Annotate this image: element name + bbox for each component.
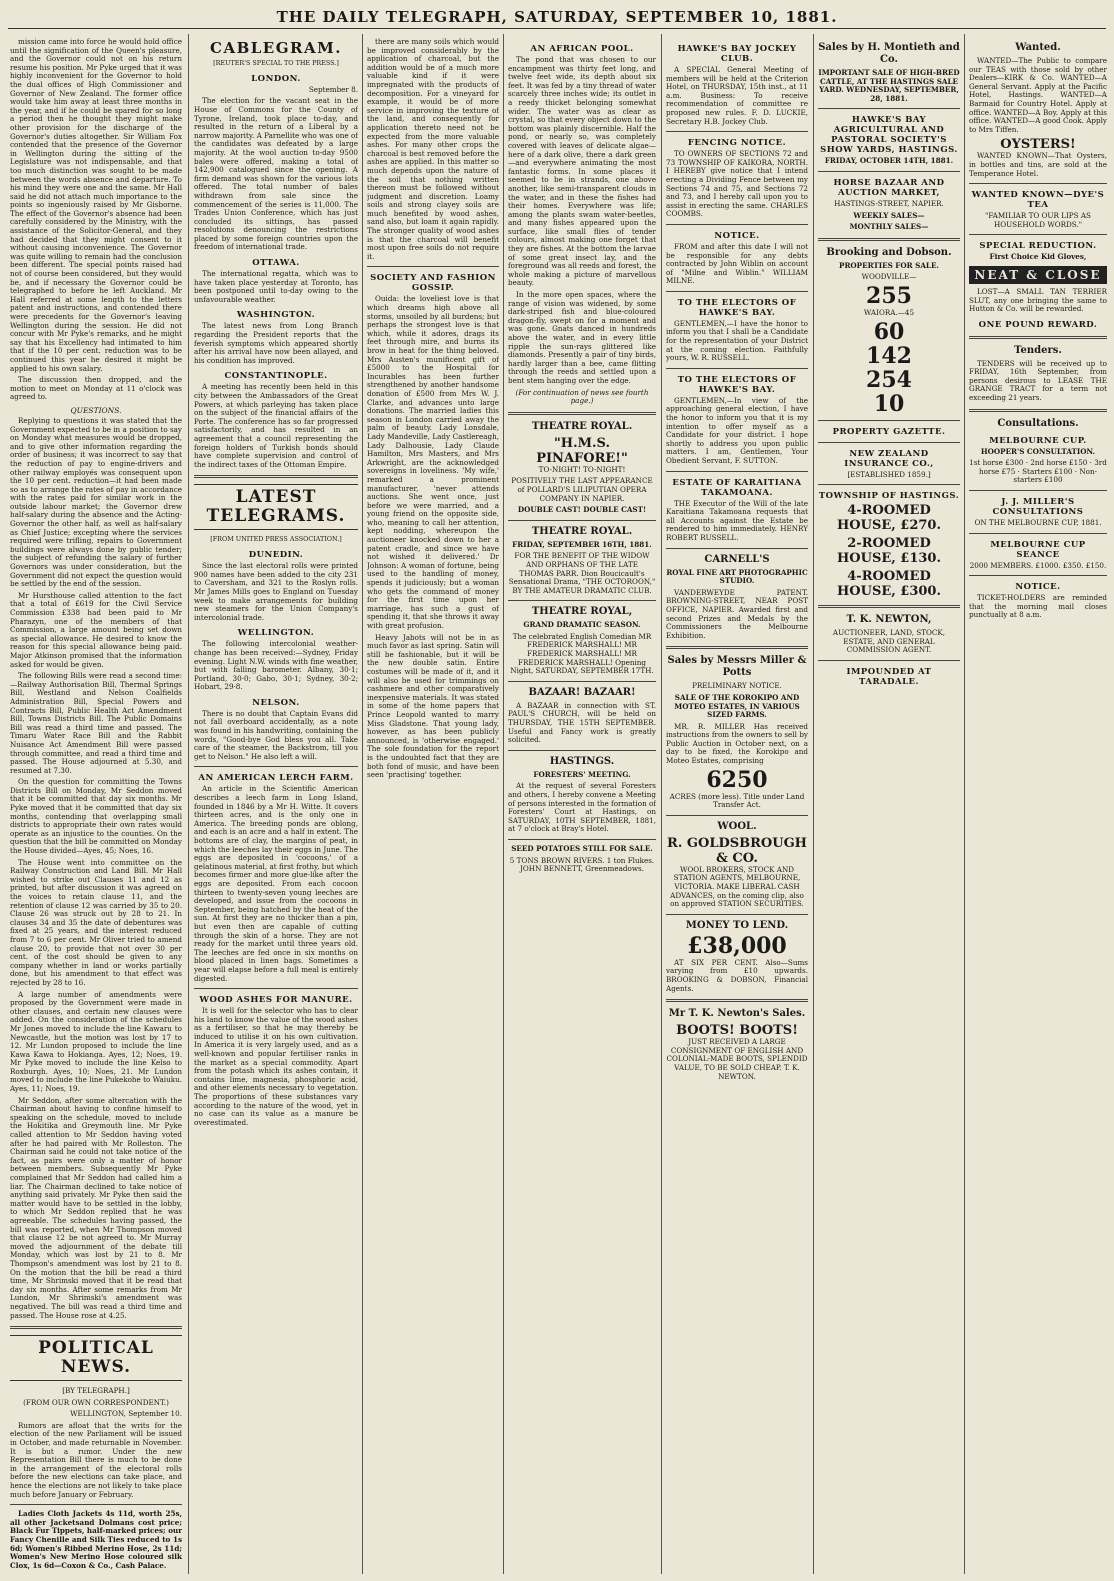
- divider: [969, 575, 1107, 576]
- lot-number: 60: [873, 318, 905, 345]
- masthead-rule: [8, 28, 1106, 29]
- ad-heading: TOWNSHIP OF HASTINGS.: [818, 491, 960, 502]
- divider: [818, 238, 960, 241]
- ad-text: WOOL BROKERS, STOCK AND STATION AGENTS, MELBOURNE, VICTORIA. MAKE LIBERAL CASH ADVANCES, on the coming clip, also on approved STATION SECURITIES.: [670, 864, 804, 909]
- ad-line: PROPERTIES FOR SALE.: [839, 260, 939, 270]
- ad-text: JUST RECEIVED A LARGE CONSIGNMENT OF ENGLISH AND COLONIAL-MADE BOOTS, SPLENDID VALUE, TO BE SOLD CHEAP. T. K. NEWTON.: [666, 1037, 808, 1081]
- ad-line: HASTINGS-STREET, NAPIER.: [834, 198, 944, 208]
- ad-heading: PROPERTY GAZETTE.: [832, 426, 946, 437]
- ad-text: WANTED—The Public to compare our TEAS with those sold by other Dealers—KIRK & Co. WANTED—A General Servant. Apply at the Pacific Hotel, Hastings. WANTED—A Barmaid for Country Hotel. Apply at office. WANTED—A Boy. Apply at this office. WANTED—A good Cook. Apply to Mrs Tiffen.: [969, 56, 1107, 134]
- article-text: The latest news from Long Branch regarding the President reports that the feverish symptoms which appeared shortly after his arrival have now been allayed, and his condition has improved.: [194, 321, 358, 365]
- masthead-title: THE DAILY TELEGRAPH, SATURDAY, SEPTEMBER 10, 1881.: [276, 8, 838, 26]
- column-rule: [503, 34, 504, 1574]
- dateline-heading: WELLINGTON.: [237, 628, 315, 639]
- ad-heading: HASTINGS.: [549, 755, 615, 767]
- byline: (FROM OUR OWN CORRESPONDENT.): [23, 1397, 169, 1407]
- article-text: The following Bills were read a second time:—Railway Authorisation Bill, Thermal Springs Bill, Westland and Nelson Coalfields Administration Bill, Special Powers and Contracts Bill, Public Health Act Amendment Bill, Towns Districts Bill. The Public Domains Bill was read a third time and passed. The Timaru Water Race Bill and the Rabbit Nuisance Act Amendment Bill were passed through committee, and read a third time and passed. The House adjourned at 5.30, and resumed at 7.30.: [10, 671, 182, 775]
- divider: [508, 681, 656, 682]
- lot-number: 142: [866, 342, 912, 369]
- divider: [666, 131, 808, 132]
- column-cables: [194, 38, 358, 1574]
- article-text: mission came into force he would hold office until the signification of the Queen's pleasure, and the Governor could not on his return resume his position. Mr Pyke urged that it was highly inconvenient for the Governor to hold the dual offices of High Commissioner and Governor of New Zealand. The former office would take him away at least three months in the year, and if he could be spared for so long a period then he thought they might make other provision for the discharge of the Governor's duties altogether. Sir William Fox contended that the presence of the Governor in Wellington during the sitting of the Legislature was not indispensable, and that too much distinction was sought to be made between the words absence and departure. To his mind they were one and the same. Mr Hall said he did not attach much importance to the points so ingeniously raised by Mr Gisborne. The effect of the Governor's absence had been carefully considered by the Ministry, with the assistance of the Solicitor-General, and they had decided that they might consent to it without causing inconvenience. The Governor was quite willing to remain had the conclusion been different. The special points raised had not of course been considered, but they would be, and if necessary the Governor could be telegraphed to before he left Auckland. Mr Hall referred at some length to the letters patent and instructions, and contended there were precedents for the Governor's leaving Wellington during the session. He did not concur with Mr Pyke's remarks, and he might say that his Excellency had intimated to him that if the 10 per cent. reduction was to be continued this year he desired it might be applied to his own salary.: [10, 38, 182, 373]
- ad-text: The celebrated English Comedian MR FREDERICK MARSHALL! MR FREDERICK MARSHALL! MR FREDERICK MARSHALL! Opening Night, SATURDAY, SEPTEMBER 17TH.: [510, 631, 654, 676]
- column-gossip: [367, 38, 499, 1574]
- ad-heading: THEATRE ROYAL.: [531, 525, 633, 537]
- ad-line: TO-NIGHT! TO-NIGHT!: [538, 464, 626, 474]
- divider: [666, 815, 808, 816]
- divider: [818, 171, 960, 172]
- ad-heading: THEATRE ROYAL.: [531, 420, 633, 432]
- neat-close-banner: NEAT & CLOSE: [969, 266, 1107, 284]
- byline: [BY TELEGRAPH.]: [62, 1386, 130, 1396]
- divider: [666, 471, 808, 472]
- ad-line: ROYAL FINE ART PHOTOGRAPHIC STUDIO.: [666, 567, 808, 586]
- article-text: A meeting has recently been held in this city between the Ambassadors of the Great Powers, at which parleying has taken place on the subject of the financial affairs of the Porte. The conference has so far progressed satisfactorily, and has resulted in an agreement that a council representing the foreign holders of Turkish bonds should have complete supervision and control of the indirect taxes of the Ottoman Empire.: [194, 382, 358, 469]
- column-rule: [661, 34, 662, 1574]
- divider: [508, 839, 656, 840]
- article-text: Heavy Jabots will not be in as much favor as last spring. Satin will still be fashionable, but it will be the new double satin. Entire costumes will be made of it, and it will also be used for trimmings on cashmere and other comparatively inexpensive materials. It was stated in some of the home papers that Prince Leopold wanted to marry Miss Gladstone. That young lady, however, as has been publicly announced, is 'otherwise engaged.' The sole foundation for the report is the undoubted fact that they are both fond of music, and have been seen 'practising' together.: [367, 632, 499, 780]
- ad-heading: CARNELL'S: [704, 553, 770, 565]
- money-figure: £38,000: [687, 932, 787, 959]
- ad-heading: HAWKE'S BAY AGRICULTURAL AND PASTORAL SOCIETY'S SHOW YARDS, HASTINGS.: [820, 115, 958, 156]
- divider: [508, 750, 656, 751]
- ad-text: WANTED KNOWN—That Oysters, in bottles and tins, are sold at the Temperance Hotel.: [969, 151, 1107, 178]
- ad-text: IMPORTANT SALE OF HIGH-BRED CATTLE, AT THE HASTINGS SALE YARD. WEDNESDAY, SEPTEMBER, 28, 1881.: [818, 68, 960, 103]
- agency: [REUTER'S SPECIAL TO THE PRESS.]: [213, 59, 339, 67]
- ad-text: POSITIVELY THE LAST APPEARANCE of POLLARD'S LILIPUTIAN OPERA COMPANY IN NAPIER.: [511, 476, 653, 503]
- article-text: there are many soils which would be improved considerably by the application of charcoal, but the addition would be of a much more valuable kind if it were impregnated with the products of decomposition. For a vineyard for example, it would be of more service in improving the texture of the land, and consequently for application thereto need not be expected from the more valuable ashes. For many other crops the charcoal is best removed before the ashes are applied. In this matter so much depends upon the nature of the soil that nothing written thereon must be followed without judgment and discretion. Loamy soils and strong clayey soils are much benefited by wood ashes, sand also, but loam it again rapidly. The stronger quality of wood ashes is that the charcoal will benefit most upon free soils do not require it.: [367, 38, 499, 261]
- ad-heading: THEATRE ROYAL,: [531, 606, 633, 618]
- ad-text: FROM and after this date I will not be responsible for any debts contracted by John Wiblin on account of "Milne and Wiblin." WILLIAM MILNE.: [666, 241, 808, 286]
- house-price: 2-ROOMED HOUSE, £130.: [837, 536, 941, 567]
- article-text: It is well for the selector who has to clear his land to know the value of the wood ashes as a fertiliser, so that he may thereby be induced to utilise it on his own cultivation. In America it is very largely used, and as a well-known and popular fertiliser ranks in the market as a special commodity. Apart from the potash which its ashes contain, it contains lime, magnesia, phosphoric acid, and other elements necessary to vegetation. The proportions of these substances vary according to the nature of the wood, yet in no case can its value as a manure be overestimated.: [194, 1006, 358, 1127]
- divider: [194, 766, 358, 767]
- ad-line: WAIORA.—45: [863, 307, 915, 317]
- oysters-title: OYSTERS!: [1000, 137, 1076, 153]
- dateline-heading: LONDON.: [251, 73, 301, 84]
- ad-heading: BAZAAR! BAZAAR!: [528, 686, 636, 698]
- ad-text: GENTLEMEN,—In view of the approaching general election, I have the honor to inform you that it is my intention to offer myself as a Candidate for your district. I hope shortly to address you upon public matters. I am, Gentlemen, Your Obedient Servant, F. SUTTON.: [666, 395, 808, 465]
- article-text: The following intercolonial weather-change has been received:—Sydney, Friday evening. Light N.W. winds with fine weather, but with falling barometer. Albany, 30·1; Portland, 30·0; Gabo, 30·1; Sydney, 30·2; Hobart, 29·8.: [194, 639, 358, 692]
- continuation-note: (For continuation of news see fourth page.): [515, 387, 649, 406]
- column-wanted: [969, 38, 1107, 1574]
- goldsbrough-title: R. GOLDSBROUGH & CO.: [667, 835, 807, 866]
- ad-line: First Choice Kid Gloves,: [989, 252, 1087, 262]
- article-text: Mr Seddon, after some altercation with the Chairman about having to confine himself to speaking on the schedule, moved to include the Hokitika and Greymouth line. Mr Pyke called attention to Mr Seddon having voted after he had paired with Mr Rolleston. The Chairman said he could not take notice of the fact, as pairs were only a matter of honor between members. Subsequently Mr Pyke complained that Mr Seddon had called him a liar. The Chairman declined to take notice of anything said privately. Mr Pyke then said the matter would have to be settled in the lobby, to which Mr Seddon replied that he was agreeable. The schedules having passed, the bill was reported, when Mr Thompson moved that clause 12 be not agreed to. Mr Murray moved the adjournment of the debate till Monday, which was lost by 21 to 8. Mr Thompson's amendment was lost by 21 to 8. On the motion that the bill be read a third time, Mr Shrimski moved that it be read that day six months. After some remarks from Mr Lundon, Mr Shrimski's amendment was negatived. The bill was read a third time and passed. The House rose at 4.25.: [10, 1095, 182, 1320]
- lot-number: 255: [866, 282, 912, 309]
- wanted-heading: Wanted.: [1015, 42, 1061, 53]
- article-text: The House went into committee on the Railway Construction and Land Bill. Mr Hall wished to strike out Clauses 11 and 12 as printed, but after discussion it was agreed on the voices to retain clause 11, and the retention of clause 12 was carried by 35 to 20. Clause 26 was struck out by 28 to 21. In clauses 34 and 35 the date of debentures was fixed at 25 years, and the interest reduced from 7 to 6 per cent. Mr Oliver tried to amend clause 20, to provide that not over 30 per cent. of the cost should be given to any company whether in land or works partially done, but his amendment to that effect was rejected by 28 to 16.: [10, 857, 182, 987]
- boots-title: BOOTS! BOOTS!: [676, 1023, 798, 1039]
- column-rule: [964, 34, 965, 1574]
- divider: [367, 266, 499, 267]
- ad-heading: HORSE BAZAAR AND AUCTION MARKET,: [833, 177, 945, 198]
- ad-heading: NOTICE.: [1015, 582, 1061, 593]
- article-heading: AN AFRICAN POOL.: [530, 44, 634, 54]
- ad-line: ACRES (more less). Title under Land Transfer Act.: [669, 791, 805, 810]
- ad-text: TENDERS will be received up to FRIDAY, 16th September, from persons desirous to LEASE THE GRANGE TRACT for a term not exceeding 21 years.: [969, 358, 1107, 403]
- ad-line: DOUBLE CAST! DOUBLE CAST!: [517, 505, 647, 515]
- divider: [194, 988, 358, 989]
- article-text: Rumors are afloat that the writs for the election of the new Parliament will be issued in October, and made returnable in November. It is but a rumor. Under the new Representation Bill there is much to be done in the arrangement of the electoral rolls before the new elections can take place, and hence the elections are not likely to take place much before January or February.: [10, 1420, 182, 1499]
- ad-line: [ESTABLISHED 1859.]: [847, 469, 931, 479]
- house-price: 4-ROOMED HOUSE, £270.: [837, 503, 941, 534]
- ad-heading: Sales by H. Montieth and Co.: [818, 42, 960, 65]
- masthead: [0, 8, 1114, 26]
- ad-heading: WANTED KNOWN—DYE'S TEA: [971, 190, 1105, 211]
- ad-heading: FENCING NOTICE.: [687, 138, 787, 149]
- ad-line: WOODVILLE—: [861, 272, 917, 282]
- column-notices: [666, 38, 808, 1574]
- divider: [969, 490, 1107, 491]
- ad-heading: NEW ZEALAND INSURANCE CO.,: [844, 448, 934, 469]
- dateline-heading: NELSON.: [252, 697, 300, 708]
- section-heading: QUESTIONS.: [70, 405, 122, 415]
- dateline: September 8.: [308, 84, 358, 94]
- article-text: The election for the vacant seat in the House of Commons for the County of Tyrone, Ireland, took place to-day, and resulted in the return of a Liberal by a narrow majority. A Parnellite who was one of the candidates was defeated by a large majority. At the wool auction to-day 9500 bales were offered, making a total of 142,900 catalogued since the opening. A firm demand was shown for the various lots offered. The total number of bales withdrawn from sale since the commencement of the series is 11,000. The Trades Union Conference, which has just concluded its sittings, has passed resolutions denouncing the restrictions placed by some foreign countries upon the freedom of international trade.: [194, 96, 358, 252]
- ad-heading: TO THE ELECTORS OF HAWKE'S BAY.: [677, 374, 797, 395]
- cablegram-heading: CABLEGRAM.: [210, 39, 342, 57]
- lot-number: 10: [873, 390, 905, 417]
- ad-line: MONTHLY SALES—: [849, 222, 929, 232]
- acreage-figure: 6250: [706, 766, 768, 793]
- ad-heading: HAWKE'S BAY JOCKEY CLUB.: [677, 44, 797, 64]
- ad-line: ON THE MELBOURNE CUP, 1881.: [974, 518, 1102, 528]
- divider: [969, 234, 1107, 235]
- dateline: WELLINGTON, September 10.: [70, 1409, 182, 1419]
- house-price: 4-ROOMED HOUSE, £300.: [837, 569, 941, 600]
- ad-text: VANDERWEYDE PATENT. BROWNING-STREET, NEAR POST OFFICE, NAPIER. Awarded first and second Prizes and Medals by the Commissioners the Melbourne Exhibition.: [666, 587, 808, 640]
- latest-telegrams-heading: LATEST TELEGRAMS.: [194, 484, 358, 530]
- divider: [818, 108, 960, 109]
- ad-text: LOST—A SMALL TAN TERRIER SLUT, any one bringing the same to Hutton & Co. will be rewarded.: [969, 286, 1107, 314]
- article-text: The discussion then dropped, and the motion to meet on Monday at 11 o'clock was agreed to.: [10, 375, 182, 402]
- pinafore-title: "H.M.S. PINAFORE!": [536, 435, 628, 466]
- divider: [508, 412, 656, 415]
- ad-line: FRIDAY, OCTOBER 14TH, 1881.: [824, 156, 954, 166]
- ad-line: GRAND DRAMATIC SEASON.: [523, 620, 641, 630]
- consultations-heading: Consultations.: [997, 417, 1079, 429]
- article-text: Mr Hursthouse called attention to the fact that a total of £619 for the Civil Service Commission £338 had been paid to Mr Pharazyn, one of the members of that Commission, a large amount being set down as special allowance. He desired to know the reason for this special allowance being paid. Major Atkinson promised that the information asked for would be given.: [10, 590, 182, 669]
- divider: [969, 336, 1107, 339]
- political-news-heading: POLITICAL NEWS.: [10, 1335, 182, 1381]
- ad-line: 2000 MEMBERS. £1000. £350. £150.: [969, 560, 1107, 570]
- ad-heading: ESTATE OF KARAITIANA TAKAMOANA.: [672, 477, 802, 498]
- divider: [10, 1326, 182, 1329]
- article-text: Since the last electoral rolls were printed 900 names have been added to the city 231 to Caversham, and 321 to the Roslyn rolls. Mr James Mills goes to England on Tuesday week to make arrangements for building new steamers for the Union Company's intercolonial trade.: [194, 561, 358, 622]
- article-text: Replying to questions it was stated that the Government expected to be in a position to say on Monday what measures would be dropped, and to give other information regarding the order of business; it was incorrect to say that the reduction of pay to engine-drivers and other railway employés was consequent upon the 10 per cent. reduction—it had been made so as to arrange the rates of pay in accordance with the rates paid for similar work in the outside labour market; the Governor drew half-salary during the absence and the Acting-Governor the other half, as well as half-salary as Chief Justice; excepting where the services required were trifling, repairs to Government buildings were always done by public tender; the subject of refunding the salary of further Governors was under consideration, but the Government did not expect the question would be settled by the end of the session.: [10, 415, 182, 589]
- article-text: There is no doubt that Captain Evans did not fall overboard accidentally, as a note was found in his handwriting, containing the words, "Good-bye God bless you all. Take care of the steamer, the Backstrom, till you get to Nelson." He also left a will.: [194, 708, 358, 761]
- column-rule: [362, 34, 363, 1574]
- ad-line: 1st horse £300 · 2nd horse £150 · 3rd horse £75 · Starters £100 · Non-starters £100: [969, 458, 1107, 485]
- ad-line: "FAMILIAR TO OUR LIPS AS HOUSEHOLD WORDS.": [985, 211, 1091, 229]
- dateline-heading: CONSTANTINOPLE.: [224, 371, 328, 382]
- ad-heading: IMPOUNDED AT TARADALE.: [846, 666, 932, 687]
- ad-heading: NOTICE.: [714, 230, 760, 241]
- ad-line: HOOPER'S CONSULTATION.: [980, 446, 1096, 456]
- ad-text: AT SIX PER CENT. Also—Sums varying from £10 upwards. BROOKING & DOBSON, Financial Agents.: [666, 957, 808, 993]
- ad-text: TO OWNERS OF SECTIONS 72 and 73 TOWNSHIP OF KAIKORA, NORTH. I HEREBY give notice that I intend erecting a Dividing Fence between my Sections 74 and 75, and Sections 72 and 73, and I hereby call upon you to assist in erecting the same. CHARLES COOMBS.: [666, 149, 808, 219]
- ad-text: THE Executor of the Will of the late Karaitiana Takamoana requests that all Accounts against the Estate be rendered to him immediately. HENRY ROBERT RUSSELL.: [666, 498, 808, 542]
- divider: [969, 183, 1107, 184]
- divider: [508, 520, 656, 521]
- coxon-ad: Ladies Cloth Jackets 4s 11d, worth 25s, all other Jacketsand Dolmans cost price; Black Fur Tippets, half-marked prices; our Fancy Chenille and Silk Ties reduced to 1s 6d; Women's Ribbed Merino Hose, 2s 11d; Women's New Merino Hose coloured silk Clox, 1s 6d—Coxon & Co., Cash Palace.: [10, 1509, 182, 1570]
- ad-text: GENTLEMEN,—I have the honor to inform you that I shall be a Candidate for the representation of your District at the coming election. Faithfully yours, W. R. RUSSELL.: [666, 318, 808, 363]
- ad-heading: ONE POUND REWARD.: [978, 319, 1098, 330]
- ad-line: PRELIMINARY NOTICE.: [692, 681, 782, 691]
- ad-heading: Brooking and Dobson.: [826, 246, 952, 258]
- divider: [818, 660, 960, 661]
- divider: [666, 368, 808, 369]
- divider: [666, 291, 808, 292]
- article-heading: WOOD ASHES FOR MANURE.: [199, 995, 353, 1006]
- article-heading: AN AMERICAN LERCH FARM.: [198, 773, 354, 784]
- ad-text: TICKET-HOLDERS are reminded that the morning mail closes punctually at 8 a.m.: [969, 593, 1107, 620]
- article-text: The pond that was chosen to our encampment was thirty feet long, and twelve feet wide, its depth about six feet. It was fed by a tiny thread of water scarcely three inches wide; its outlet in a reedy thicket belonging somewhat wider. The water was as clear as crystal, so that every object down to the bottom was plainly discernible. Half the pond, or nearly so, was completely covered with leaves of delicate algae—here of a dark olive, there a dark green—and everywhere animating the most fantastic forms. In some places it seemed to be in strands, one above another, like semi-transparent clouds in the water, and in these the fishes had their homes. Everywhere was life; among the plants swam water-beetles, and many fishes appeared upon the surface, like small flies of tender colours, almost making one forget that they are fishes. At the bottom the larvae of some great insect lay, and the foreground was all reeds and forest, the whole making a picture of marvellous beauty.: [508, 55, 656, 288]
- divider: [666, 646, 808, 649]
- divider: [666, 999, 808, 1002]
- divider: [666, 914, 808, 915]
- divider: [818, 484, 960, 485]
- ad-text: A BAZAAR in connection with ST. PAUL'S CHURCH, will be held on THURSDAY, THE 15TH SEPTEMBER. Useful and Fancy work is greatly solicited.: [508, 700, 656, 745]
- ad-heading: MELBOURNE CUP.: [989, 435, 1087, 446]
- divider: [666, 224, 808, 225]
- article-heading: SOCIETY AND FASHION GOSSIP.: [370, 273, 496, 294]
- ad-heading: Sales by Messrs Miller & Potts: [667, 655, 807, 679]
- article-text: An article in the Scientific American describes a leech farm in Long Island, founded in 1846 by a Mr H. Witte. It covers thirteen acres, and is the only one in America. The breeding ponds are oblong, and each is an acre and a half in extent. The bottoms are of clay, the margins of peat, in which the leeches lay their eggs in June. The eggs are deposited in 'cocoons,' of a gelatinous material, at first frothy, but which becomes firmer and more glue-like after the eggs are deposited. From each cocoon thirteen to twenty-seven young leeches are developed, and issue from the cocoons in September, being hatched by the heat of the sun. At first they are no thicker than a pin, but even then are capable of cutting through the skin of a horse. They are not ready for the market until three years old. The leeches are fed once in six months on blood placed in linen bags. Sometimes a year will elapse before a full meal is entirely digested.: [194, 784, 358, 983]
- ad-text: MR. R. MILLER Has received instructions from the owners to sell by Public Auction in October next, on a day to be fixed, the Korokipo and Moteo Estates, comprising: [666, 721, 808, 766]
- article-text: The international regatta, which was to have taken place yesterday at Toronto, has been postponed until to-day owing to the unfavourable weather.: [194, 269, 358, 304]
- ad-heading: MELBOURNE CUP SEANCE: [990, 539, 1086, 560]
- divider: [508, 600, 656, 601]
- ad-heading: WOOL.: [717, 820, 757, 832]
- ad-line: WEEKLY SALES—: [853, 210, 925, 220]
- ad-heading: J. J. MILLER'S CONSULTATIONS: [992, 497, 1084, 518]
- column-sales: [818, 38, 960, 1574]
- column-rule: [813, 34, 814, 1574]
- divider: [969, 533, 1107, 534]
- divider: [818, 442, 960, 443]
- ad-line: SALE OF THE KOROKIPO AND MOTEO ESTATES, IN VARIOUS SIZED FARMS.: [674, 692, 800, 720]
- ad-line: FRIDAY, SEPTEMBER 16TH, 1881.: [512, 539, 652, 549]
- dateline-heading: WASHINGTON.: [236, 310, 316, 321]
- ad-heading: SEED POTATOES STILL FOR SALE.: [511, 843, 653, 853]
- ad-heading: SPECIAL REDUCTION.: [979, 241, 1097, 252]
- ad-heading: TO THE ELECTORS OF HAWKE'S BAY.: [677, 297, 797, 318]
- ad-line: AUCTIONEER, LAND, STOCK, ESTATE, AND GENERAL COMMISSION AGENT.: [832, 628, 946, 655]
- dateline-heading: OTTAWA.: [252, 258, 300, 269]
- tenders-heading: Tenders.: [1014, 344, 1062, 356]
- ad-heading: T. K. NEWTON,: [846, 614, 932, 626]
- ad-heading: MONEY TO LEND.: [685, 919, 789, 931]
- ad-text: A SPECIAL General Meeting of members will be held at the Criterion Hotel, on THURSDAY, 15th inst., at 11 a.m. Business: To receive recommendation of committee re proposed new rules. F. D. LUCKIE, Secretary H.B. Jockey Club.: [666, 65, 808, 126]
- divider: [194, 475, 358, 478]
- article-text: In the more open spaces, where the range of vision was widened, by some dark-striped fish and blue-coloured dragon-fly, swept on for a moment and was gone. Gnats danced in hundreds above the water, and in every little ripple the sun-rays glittered like diamonds. Presently a pair of tiny birds, hardly larger than a bee, came flitting through the reeds and settled upon a bent stem hanging over the edge.: [508, 290, 656, 385]
- ad-heading: Mr T. K. Newton's Sales.: [668, 1008, 806, 1020]
- divider: [818, 605, 960, 608]
- ad-text: 5 TONS BROWN RIVERS. 1 ton Flukes. JOHN BENNETT, Greenmeadows.: [509, 855, 655, 874]
- ad-text: At the request of several Foresters and others, I hereby convene a Meeting of persons interested in the formation of Foresters' Court at Hastings, on SATURDAY, 10TH SEPTEMBER, 1881, at 7 o'clock at Bray's Hotel.: [508, 781, 656, 834]
- divider: [666, 548, 808, 549]
- ad-text: FOR THE BENEFIT OF THE WIDOW AND ORPHANS OF THE LATE THOMAS PARR. Dion Boucicault's Sensational Drama, "THE OCTOROON," BY THE AMATEUR DRAMATIC CLUB.: [508, 551, 656, 595]
- article-text: Ouida: the loveliest love is that which dreams high above all storms, unsoiled by all burdens; but perhaps the strongest love is that which, while it adores, drags its feet through mire, and burns its brow in heat for the thing beloved. Mrs Austen's munificent gift of £5000 to the Hospital for Incurables has been further strengthened by another handsome donation of £500 from Mrs W. J. Clarke, and advances unto large donations. The married ladies this season in London carried away the palm of beauty. Lady Lonsdale, Lady Mandeville, Lady Castlereagh, Lady Dalhousie, Lady Claude Hamilton, Mrs Masters, and Mrs Arkwright, are the acknowledged sovereigns in loveliness. 'My wife,' remarked a prominent manufacturer, 'never attends auctions. She went once, just before we were married, and a young friend on the opposite side, who, meaning to call her attention, kept nodding, whereupon the auctioneer knocked down to her a patent cradle, and since we have not wished it delivered.' Dr Johnson: A woman of fortune, being used to the handling of money, spends it judiciously; but a woman who gets the command of money for the first time upon her marriage, has such a gust of spending it, that she throws it away with great profusion.: [367, 294, 499, 630]
- column-parliament: [10, 38, 182, 1574]
- lot-number: 254: [866, 366, 912, 393]
- divider: [818, 420, 960, 421]
- dateline-heading: DUNEDIN.: [248, 550, 304, 561]
- column-pool-theatre: [508, 38, 656, 1574]
- column-rule: [188, 34, 189, 1574]
- article-text: A large number of amendments were proposed by the Government were made in other clauses, and certain new clauses were added. On the consideration of the schedules Mr Jones moved to include the line Kawaru to Newcastle, but the motion was lost by 17 to 12. Mr Lundon proposed to include the line Kawa Kawa to Hokianga. Ayes, 12; Noes, 19. Mr Pyke moved to include the line Kelso to Roxburgh. Ayes, 10; Noes, 21. Mr Lundon moved to include the line Pukekohe to Waiuku. Ayes, 11; Noes, 19.: [10, 989, 182, 1094]
- article-text: On the question for committing the Towns Districts Bill on Monday, Mr Seddon moved that it be committed that day six months. Mr Pyke moved that it be committed that day six months, contending that overlapping small districts to appropriate their own rates would operate as an injustice to the counties. On the question that the bill be committed on Monday the House divided—Ayes, 45; Noes, 16.: [10, 777, 182, 856]
- divider: [969, 409, 1107, 412]
- ad-line: FORESTERS' MEETING.: [533, 769, 631, 779]
- divider: [10, 1504, 182, 1505]
- agency: [FROM UNITED PRESS ASSOCIATION.]: [210, 535, 342, 544]
